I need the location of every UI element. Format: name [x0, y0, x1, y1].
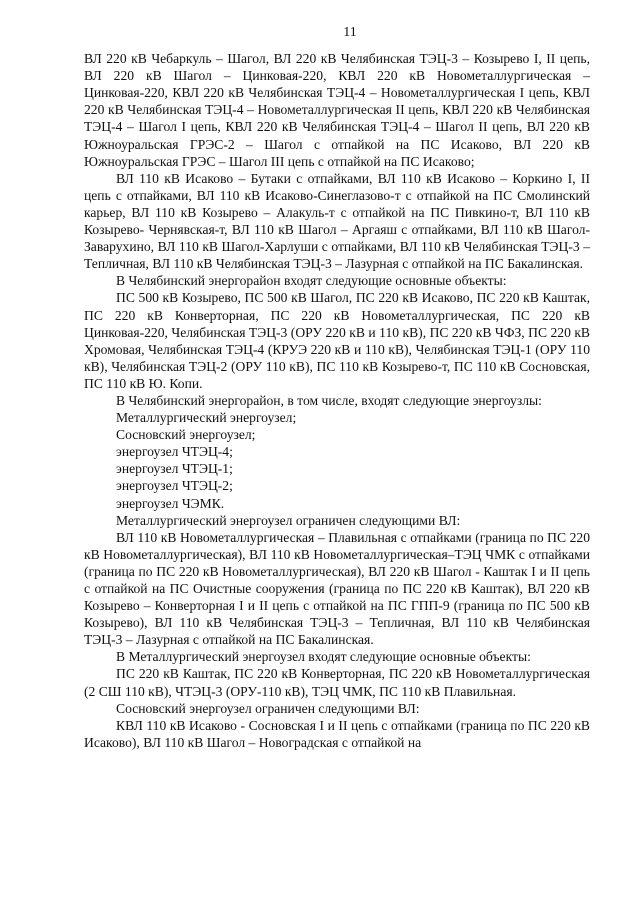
list-item: Металлургический энергоузел; [116, 410, 297, 426]
list-item: Сосновский энергоузел; [116, 427, 256, 443]
paragraph-objects-intro: В Челябинский энергорайон входят следующие основные объекты: [116, 273, 507, 289]
paragraph-220kv-lines: ВЛ 220 кВ Чебаркуль – Шагол, ВЛ 220 кВ Челябинская ТЭЦ-3 – Козырево I, II цепь, ВЛ 220 кВ Шагол – Цинковая-220, КВЛ 220 кВ Новометаллургическая – Цинковая-220, КВЛ 220 кВ Челябинская ТЭЦ-4 – Новометаллургическая I цепь, КВЛ 220 кВ Челябинская ТЭЦ-4 – Новометаллургическая II цепь, КВЛ 220 кВ Челябинская ТЭЦ-4 – Шагол I цепь, КВЛ 220 кВ Челябинская ТЭЦ-4 – Шагол II цепь, ВЛ 220 кВ Южноуральская ГРЭС-2 – Шагол с отпайкой на ПС Исаково, ВЛ 220 кВ Южноуральская ГРЭС – Шагол III цепь с отпайкой на ПС Исаково; [84, 51, 590, 169]
page-number: 11 [343, 25, 357, 40]
paragraph-sosnovsky-bounds: КВЛ 110 кВ Исаково - Сосновская I и II цепь с отпайками (граница по ПС 220 кВ Исаково), ВЛ 110 кВ Шагол – Новоградская с отпайкой на [84, 717, 590, 750]
paragraph-sosnovsky-bounds-intro: Сосновский энергоузел ограничен следующими ВЛ: [116, 700, 420, 716]
paragraph-metallurgical-bounds-intro: Металлургический энергоузел ограничен следующими ВЛ: [116, 512, 461, 528]
paragraph-metallurgical-bounds: ВЛ 110 кВ Новометаллургическая – Плавильная с отпайками (граница по ПС 220 кВ Новометаллургическая), ВЛ 110 кВ Новометаллургическая–ТЭЦ ЧМК с отпайками (граница по ПС 220 кВ Новометаллургическая), ВЛ 220 кВ Шагол - Каштак I и II цепь с отпайкой на ПС Очистные сооружения (граница по ПС 220 кВ Каштак), ВЛ 220 кВ Козырево – Конверторная I и II цепь с отпайкой на ПС ГПП-9 (граница по ПС 500 кВ Козырево), ВЛ 110 кВ Челябинская ТЭЦ-3 – Тепличная, ВЛ 110 кВ Челябинская ТЭЦ-3 – Лазурная с отпайкой на ПС Бакалинская. [84, 529, 590, 648]
paragraph-110kv-lines: ВЛ 110 кВ Исаково – Бутаки с отпайками, ВЛ 110 кВ Исаково – Коркино I, II цепь с отпайками, ВЛ 110 кВ Исаково-Синеглазово-т с отпайкой на ПС Смолинский карьер, ВЛ 110 кВ Козырево – Алакуль-т с отпайкой на ПС Пивкино-т, ВЛ 110 кВ Козырево- Чернявская-т, ВЛ 110 кВ Шагол – Аргаяш с отпайками, ВЛ 110 кВ Шагол-Заварухино, ВЛ 110 кВ Шагол-Харлуши с отпайками, ВЛ 110 кВ Челябинская ТЭЦ-3 – Тепличная, ВЛ 110 кВ Челябинская ТЭЦ-3 – Лазурная с отпайкой на ПС Бакалинская. [84, 170, 590, 272]
list-item: энергоузел ЧЭМК. [116, 495, 225, 511]
list-item: энергоузел ЧТЭЦ-2; [116, 478, 233, 494]
paragraph-metallurgical-objects: ПС 220 кВ Каштак, ПС 220 кВ Конверторная, ПС 220 кВ Новометаллургическая (2 СШ 110 кВ), ЧТЭЦ-3 (ОРУ-110 кВ), ТЭЦ ЧМК, ПС 110 кВ Плавильная. [84, 666, 590, 699]
list-item: энергоузел ЧТЭЦ-1; [116, 461, 233, 477]
list-item: энергоузел ЧТЭЦ-4; [116, 444, 233, 460]
paragraph-objects-list: ПС 500 кВ Козырево, ПС 500 кВ Шагол, ПС 220 кВ Исаково, ПС 220 кВ Каштак, ПС 220 кВ Конверторная, ПС 220 кВ Новометаллургическая, ПС 220 кВ Цинковая-220, Челябинская ТЭЦ-3 (ОРУ 220 кВ и 110 кВ), ПС 220 кВ ЧФЗ, ПС 220 кВ Хромовая, Челябинская ТЭЦ-4 (КРУЭ 220 кВ и 110 кВ), Челябинская ТЭЦ-1 (ОРУ 110 кВ), Челябинская ТЭЦ-2 (ОРУ 110 кВ), ПС 110 кВ Козырево-т, ПС 110 кВ Сосновская, ПС 110 кВ Ю. Копи. [84, 290, 590, 391]
paragraph-metallurgical-objects-intro: В Металлургический энергоузел входят следующие основные объекты: [116, 649, 531, 665]
paragraph-nodes-intro: В Челябинский энергорайон, в том числе, входят следующие энергоузлы: [116, 392, 542, 408]
energy-node-list [84, 409, 590, 512]
